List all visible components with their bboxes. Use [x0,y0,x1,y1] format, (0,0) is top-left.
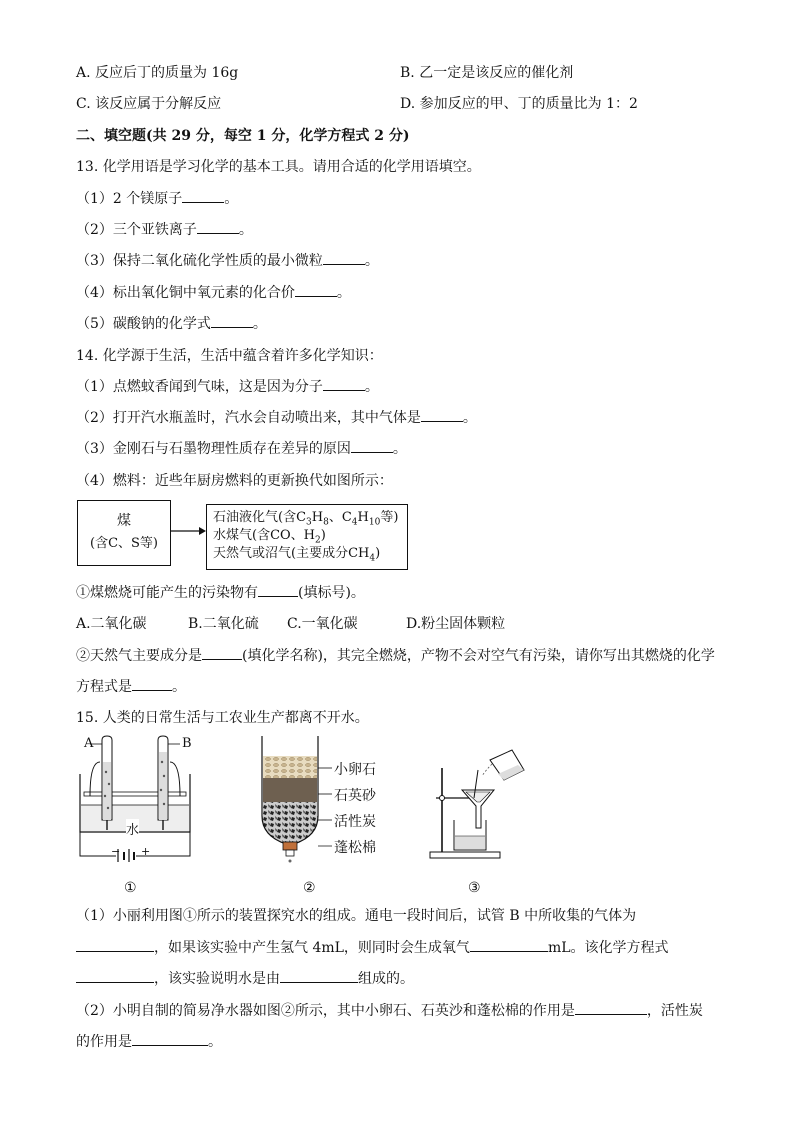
section-heading: 二、填空题(共 29 分，每空 1 分，化学方程式 2 分) [76,128,410,144]
answer-blank[interactable] [76,970,154,983]
q14-option-d: D.粉尘固体颗粒 [406,616,506,632]
fuel-lpg: 石油液化气(含$C_3H_8$、$C_4H_{10}$等) [213,510,399,528]
label-activated-carbon: 活性炭 [334,814,376,830]
q13-part4: （4）标出氧化铜中氧元素的化合价 。 [76,285,351,301]
q15-part2-line1: （2）小明自制的简易净水器如图②所示，其中小卵石、石英沙和蓬松棉的作用是 ，活性炭 [76,1003,703,1019]
q15-part2-line2: 的作用是 。 [76,1034,222,1050]
arrow-right-icon [170,524,206,538]
q14-option-b: B.二氧化硫 [188,616,259,632]
q14-sub1: ①煤燃烧可能产生的污染物有 (填标号)。 [76,585,365,601]
label-cotton: 蓬松棉 [334,840,376,856]
answer-blank[interactable] [295,284,337,297]
answer-blank[interactable] [323,378,365,391]
answer-blank[interactable] [197,221,239,234]
tube-b-label: B [182,736,192,751]
q14-part4: （4）燃料：近些年厨房燃料的更新换代如图所示： [76,473,393,489]
fuel-natural-gas: 天然气或沼气(主要成分$CH_4$) [213,546,381,564]
fuel-water-gas: 水煤气(含CO、$H_2$) [213,528,326,546]
q14-sub2: ②天然气主要成分是 (填化学名称)，其完全燃烧，产物不会对空气有污染，请你写出其燃烧的化学 [76,648,715,664]
label-quartz-sand: 石英砂 [334,788,376,804]
q12-option-d: D. 参加反应的甲、丁的质量比为 1：2 [400,96,638,112]
tube-a-label: A [84,736,94,751]
figure-2-caption: ② [303,880,316,896]
q12-option-b: B. 乙一定是该反应的催化剂 [400,65,574,81]
q14-option-a: A.二氧化碳 [76,616,147,632]
answer-blank[interactable] [470,939,548,952]
answer-blank[interactable] [323,252,365,265]
answer-blank[interactable] [351,440,393,453]
q15-stem: 15. 人类的日常生活与工农业生产都离不开水。 [76,710,369,726]
q13-part5: （5）碳酸钠的化学式 。 [76,316,267,332]
answer-blank[interactable] [258,584,298,597]
battery-minus: − [111,845,121,858]
answer-blank[interactable] [202,647,242,660]
answer-blank[interactable] [132,678,172,691]
q13-part1: （1）2 个镁原子 。 [76,191,239,207]
q14-part3: （3）金刚石与石墨物理性质存在差异的原因 。 [76,441,407,457]
q12-option-c: C. 该反应属于分解反应 [76,96,222,112]
q15-part1-line1: （1）小丽利用图①所示的装置探究水的组成。通电一段时间后，试管 B 中所收集的气体为 [76,908,637,924]
water-purifier [256,732,326,867]
answer-blank[interactable] [182,190,224,203]
answer-blank[interactable] [575,1002,647,1015]
q14-option-c: C.一氧化碳 [287,616,358,632]
answer-blank[interactable] [421,409,463,422]
q13-part2: （2）三个亚铁离子 。 [76,222,253,238]
water-label: 水 [126,819,139,838]
q14-part1: （1）点燃蚊香闻到气味，这是因为分子 。 [76,379,379,395]
filtration-apparatus [426,740,536,865]
q15-part1-line2: ，如果该实验中产生氢气 4mL，则同时会生成氧气 mL。该化学方程式 [76,939,669,957]
q13-stem: 13. 化学用语是学习化学的基本工具。请用合适的化学用语填空。 [76,159,481,175]
q12-option-a: A. 反应后丁的质量为 16g [76,65,239,81]
answer-blank[interactable] [280,970,358,983]
electrolysis-apparatus [76,732,201,862]
figure-3-caption: ③ [468,880,481,896]
answer-blank[interactable] [132,1033,208,1046]
q14-sub2-line2: 方程式是 。 [76,679,186,695]
answer-blank[interactable] [211,315,253,328]
label-pebbles: 小卵石 [334,762,376,778]
coal-note: (含C、S等) [90,536,158,551]
coal-title: 煤 [117,513,131,529]
answer-blank[interactable] [76,939,154,952]
modern-fuels-box [206,504,408,570]
q15-part1-line3: ，该实验说明水是由 组成的。 [76,970,414,988]
q14-stem: 14. 化学源于生活，生活中蕴含着许多化学知识： [76,348,383,364]
q13-part3: （3）保持二氧化硫化学性质的最小微粒 。 [76,253,379,269]
coal-box [77,500,171,566]
battery-plus: + [141,845,151,858]
q14-part2: （2）打开汽水瓶盖时，汽水会自动喷出来，其中气体是 。 [76,410,477,426]
figure-1-caption: ① [124,880,137,896]
